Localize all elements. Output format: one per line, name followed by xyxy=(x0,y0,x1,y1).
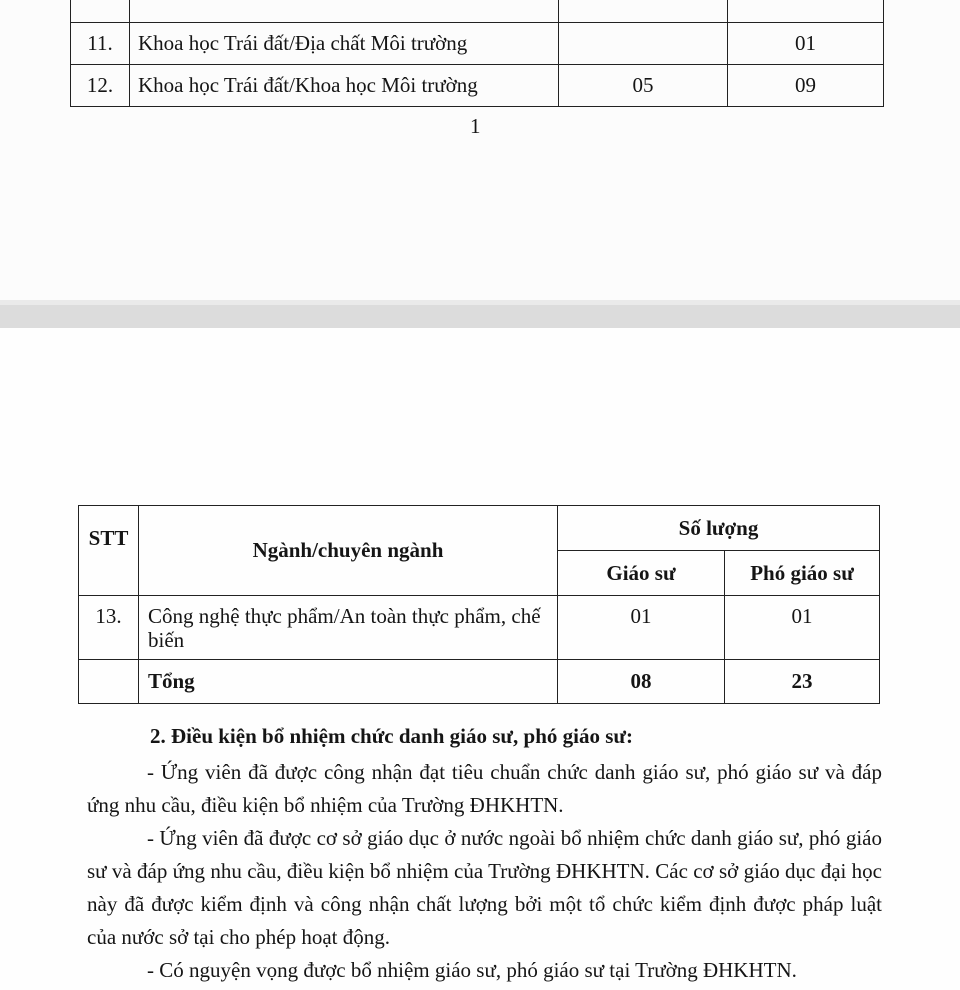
paragraph: - Ứng viên đã được cơ sở giáo dục ở nước ngoài bổ nhiệm chức danh giáo sư, phó giáo sư và đáp ứng nhu cầu, điều kiện bổ nhiệm của Trường ĐHKHTN. Các cơ sở giáo dục đại học này đã được kiểm định và công nhận chất lượng bởi một tổ chức kiểm định được pháp luật của nước sở tại cho phép hoạt động. xyxy=(87,826,882,949)
section-heading: 2. Điều kiện bổ nhiệm chức danh giáo sư, phó giáo sư: xyxy=(150,724,633,748)
quota-table xyxy=(78,505,880,704)
row-major: Khoa học Trái đất/Khoa học Môi trường xyxy=(130,65,559,107)
row-major: Công nghệ thực phẩm/An toàn thực phẩm, chế biến xyxy=(139,596,558,660)
header-quantity: Số lượng xyxy=(558,506,880,551)
page-number: 1 xyxy=(470,114,481,138)
total-label: Tổng xyxy=(139,660,558,704)
header-stt: STT xyxy=(79,506,139,596)
row-professor-count xyxy=(559,23,728,65)
row-number: 11. xyxy=(71,23,130,65)
row-associate-count: 09 xyxy=(728,65,884,107)
row-number: 13. xyxy=(79,596,139,660)
table-row xyxy=(71,23,884,65)
row-major: Khoa học Trái đất/Địa chất Môi trường xyxy=(130,23,559,65)
header-associate-professor: Phó giáo sư xyxy=(725,551,880,596)
total-associate-professor: 23 xyxy=(725,660,880,704)
header-professor: Giáo sư xyxy=(558,551,725,596)
header-major: Ngành/chuyên ngành xyxy=(139,506,558,596)
page-separator xyxy=(0,300,960,328)
paragraph: - Ứng viên đã được công nhận đạt tiêu chuẩn chức danh giáo sư, phó giáo sư và đáp ứng nhu cầu, điều kiện bổ nhiệm của Trường ĐHKHTN. xyxy=(87,760,882,817)
total-professor: 08 xyxy=(558,660,725,704)
table-row xyxy=(79,596,880,660)
row-number: 12. xyxy=(71,65,130,107)
total-row xyxy=(79,660,880,704)
row-associate-count: 01 xyxy=(728,23,884,65)
table-row xyxy=(71,0,884,23)
paragraph: - Có nguyện vọng được bổ nhiệm giáo sư, phó giáo sư tại Trường ĐHKHTN. xyxy=(147,958,797,982)
table-cell xyxy=(71,0,130,23)
table-cell xyxy=(130,0,559,23)
quota-table-continued xyxy=(70,0,884,107)
table-cell xyxy=(728,0,884,23)
table-header-row xyxy=(79,506,880,551)
table-cell xyxy=(559,0,728,23)
row-associate-count: 01 xyxy=(725,596,880,660)
table-cell xyxy=(79,660,139,704)
table-row xyxy=(71,65,884,107)
row-professor-count: 01 xyxy=(558,596,725,660)
document-page-1 xyxy=(0,0,960,300)
row-professor-count: 05 xyxy=(559,65,728,107)
